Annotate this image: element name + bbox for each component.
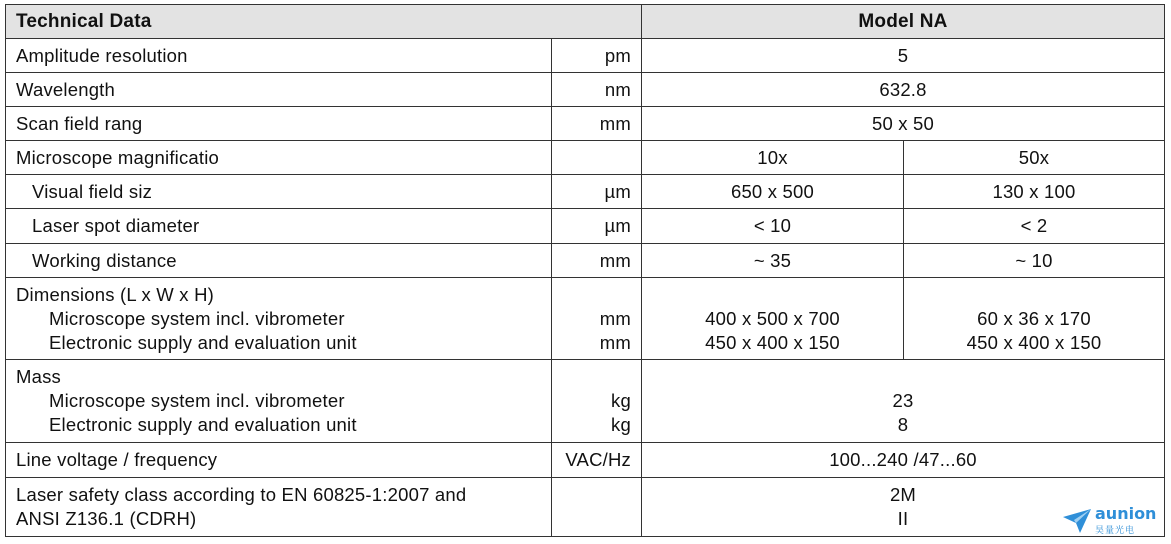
row-unit: µm: [552, 175, 642, 209]
row-label: Dimensions (L x W x H): [16, 283, 214, 305]
table-row-wavelength: [6, 73, 1165, 107]
value-electronics: 450 x 400 x 150: [966, 331, 1102, 353]
row-label: Amplitude resolution: [6, 39, 552, 73]
table-row-laser-class: [6, 478, 1165, 537]
table-row-line-voltage: [6, 443, 1165, 478]
row-value-50x: 50x: [904, 141, 1165, 175]
value-electronics: 450 x 400 x 150: [705, 331, 840, 353]
row-unit: pm: [552, 39, 642, 73]
row-label-group: [6, 278, 552, 360]
row-label: Laser safety class according to EN 60825-1:2007 and: [16, 484, 467, 505]
table-row-mass: [6, 360, 1165, 443]
row-label-group: [6, 360, 552, 443]
paper-plane-icon: [1062, 508, 1092, 534]
header-title: Technical Data: [6, 5, 642, 39]
value-microscope: 60 x 36 x 170: [977, 307, 1091, 329]
row-value-10x: ~ 35: [642, 244, 904, 278]
row-value: 50 x 50: [642, 107, 1165, 141]
row-value: [642, 360, 1165, 443]
row-label: Working distance: [6, 244, 552, 278]
row-unit: VAC/Hz: [552, 443, 642, 478]
value-en-class: 2M: [889, 484, 917, 505]
row-value-10x: 10x: [642, 141, 904, 175]
row-label: Line voltage / frequency: [6, 443, 552, 478]
row-label: Scan field rang: [6, 107, 552, 141]
row-value-50x: 130 x 100: [904, 175, 1165, 209]
row-unit: kg: [611, 414, 631, 435]
technical-data-table: [5, 4, 1165, 537]
row-value: 100...240 /47...60: [642, 443, 1165, 478]
row-sublabel-electronics: Electronic supply and evaluation unit: [49, 331, 357, 353]
aunion-logo: [1062, 506, 1162, 536]
row-value-50x: ~ 10: [904, 244, 1165, 278]
row-sublabel-electronics: Electronic supply and evaluation unit: [49, 414, 357, 435]
row-unit: mm: [599, 331, 631, 353]
table-row-visual-field: [6, 175, 1165, 209]
row-unit: mm: [599, 307, 631, 329]
value-microscope: 23: [892, 390, 914, 411]
header-model: Model NA: [642, 5, 1165, 39]
row-unit: nm: [552, 73, 642, 107]
table-row-working-distance: [6, 244, 1165, 278]
table-header-row: [6, 5, 1165, 39]
value-microscope: 400 x 500 x 700: [705, 307, 840, 329]
table-row-magnification: [6, 141, 1165, 175]
logo-name: aunion: [1095, 504, 1157, 523]
row-sublabel-microscope: Microscope system incl. vibrometer: [49, 390, 345, 411]
row-unit: µm: [552, 209, 642, 244]
row-value: 632.8: [642, 73, 1165, 107]
table-row-scan-field: [6, 107, 1165, 141]
row-label: Visual field siz: [6, 175, 552, 209]
row-sublabel-microscope: Microscope system incl. vibrometer: [49, 307, 345, 329]
value-ansi-class: II: [897, 508, 909, 529]
table-row-laser-spot: [6, 209, 1165, 244]
row-unit: kg: [611, 390, 631, 411]
row-label: Wavelength: [6, 73, 552, 107]
row-unit: mm: [552, 244, 642, 278]
logo-subtitle: 昊量光电: [1095, 526, 1136, 536]
row-value-50x: [904, 278, 1165, 360]
row-value-10x: < 10: [642, 209, 904, 244]
table-row-dimensions: [6, 278, 1165, 360]
row-value-10x: 650 x 500: [642, 175, 904, 209]
row-label: Microscope magnificatio: [6, 141, 552, 175]
row-value: 5: [642, 39, 1165, 73]
row-unit: mm: [552, 107, 642, 141]
row-value-50x: < 2: [904, 209, 1165, 244]
row-value-10x: [642, 278, 904, 360]
row-unit: [552, 478, 642, 537]
table-row-amplitude: [6, 39, 1165, 73]
row-label: Mass: [16, 366, 61, 387]
value-electronics: 8: [897, 414, 909, 435]
row-unit-group: [552, 360, 642, 443]
row-label: Laser spot diameter: [6, 209, 552, 244]
row-label-group: [6, 478, 552, 537]
row-unit-group: [552, 278, 642, 360]
row-label: ANSI Z136.1 (CDRH): [16, 508, 197, 529]
row-unit: [552, 141, 642, 175]
